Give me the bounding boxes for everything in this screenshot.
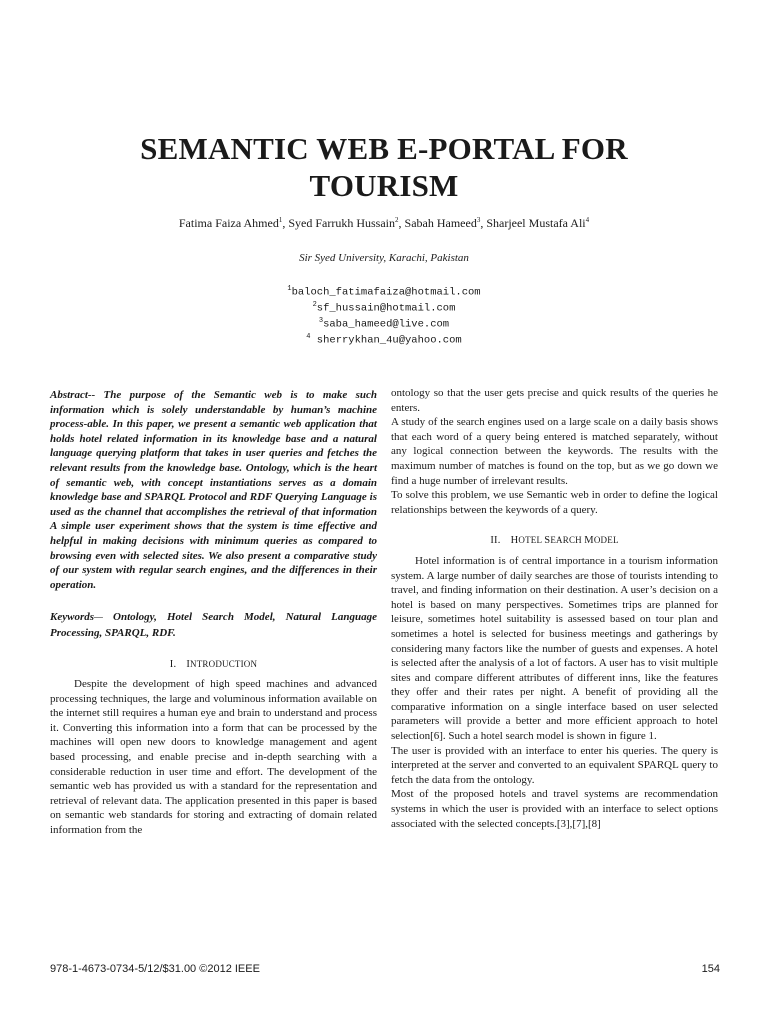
- right-column: [391, 386, 718, 831]
- author: Syed Farrukh Hussain$^2$,: [288, 216, 405, 230]
- title-line-2: TOURISM: [309, 168, 459, 203]
- paragraph: A study of the search engines used on a large scale on a daily basis shows that each word of a query being entered is matched separately, without any logical connection between the keywords. The results with the maximum number of matches is found on the top, but as we go down we find a huge number of irrelevant results.: [391, 416, 718, 487]
- page-number: 154: [701, 963, 720, 975]
- section-heading-hotel-search-model: II. HOTEL SEARCH MODEL: [490, 535, 619, 547]
- paper-title: [0, 130, 768, 204]
- email-line: $^1$baloch_fatimafaiza@hotmail.com: [287, 285, 481, 299]
- left-column: [50, 388, 377, 838]
- author: Sabah Hameed$^3$,: [404, 216, 487, 230]
- keywords: Keywords— Ontology, Hotel Search Model, Natural Language Processing, SPARQL, RDF.: [50, 611, 377, 639]
- paragraph: Most of the proposed hotels and travel systems are recommendation systems in which the user is provided with an interface to select options associated with the selected concepts.[3],[7],[8]: [391, 788, 718, 830]
- email-line: $^2$sf_hussain@hotmail.com: [312, 301, 456, 315]
- author: Sharjeel Mustafa Ali$^4$: [486, 216, 590, 230]
- abstract: Abstract-- The purpose of the Semantic web is to make such information which is solely understandable by human’s machine process-able. In this paper, we present a semantic web application that holds hotel related information in its knowledge base and a natural language querying platform that takes in user queries and fetches the relevant results from the knowledge base. Ontology, which is the heart of semantic web, with concept instantiations serves as a domain knowledge base and SPARQL Protocol and RDF Querying Language is used as the channel that accomplishes the retrieval of that information A simple user experiment shows that the system is time effective and helpful in making decisions with minimum queries as compared to browsing even with selected sites. We also present a comparative study of our system with regular search engines, and the differences in their operation.: [50, 389, 377, 591]
- affiliation: Sir Syed University, Karachi, Pakistan: [299, 252, 469, 264]
- section-heading-introduction: I. INTRODUCTION: [169, 658, 258, 670]
- title-line-1: SEMANTIC WEB E-PORTAL FOR: [140, 131, 628, 166]
- copyright-footer: 978-1-4673-0734-5/12/$31.00 ©2012 IEEE: [50, 963, 260, 975]
- paragraph: Hotel information is of central importance in a tourism information system. A large number of daily searches are those of tourists intending to travel, and finding information on their destination. A user’s decision on a hotel is based on many perspectives. Sometimes trips are planned for leisure, sometimes hotel suitability is assessed based on tour plan and sometimes a hotel is selected for business meetings and gatherings by considering many factors like the number of guests and expenses. A hotel is selected after the analysis of a lot of factors. A user has to visit multiple sites and compare different attributes of different inns, like the features they offer and their rates per night. A benefit of providing all the comparative information on a single interface based on user selected parameters will provide a better and more efficient approach to hotel selection[6]. Such a hotel search model is shown in figure 1.: [391, 554, 718, 743]
- paragraph: The user is provided with an interface to enter his queries. The query is interpreted at the server and converted to an equivalent SPARQL query to fetch the data from the ontology.: [391, 744, 718, 786]
- paragraph: ontology so that the user gets precise and quick results of the queries he enters.: [391, 387, 718, 414]
- email-line: $^3$saba_hameed@live.com: [318, 317, 450, 331]
- email-line: $^4$ sherrykhan_4u@yahoo.com: [306, 333, 462, 347]
- email-list: [0, 283, 768, 347]
- author-list: [0, 212, 768, 231]
- author: Fatima Faiza Ahmed$^1$,: [178, 216, 289, 230]
- paragraph: To solve this problem, we use Semantic web in order to define the logical relationships between the keywords of a query.: [391, 489, 718, 516]
- intro-paragraph: Despite the development of high speed machines and advanced processing techniques, the large and voluminous information available on the internet still requires a human eye and brain to understand and process it. Converting this information into a form that can be processed by the machines will open new doors to knowledge management and agent based processing, and enable precise and in-depth searching with a considerable reduction in user time and effort. The development of the semantic web has provided us with a standard for the representation and retrieval of relevant data. The application presented in this paper is based on semantic web standards for storing and extracting of domain related information from the: [50, 678, 377, 837]
